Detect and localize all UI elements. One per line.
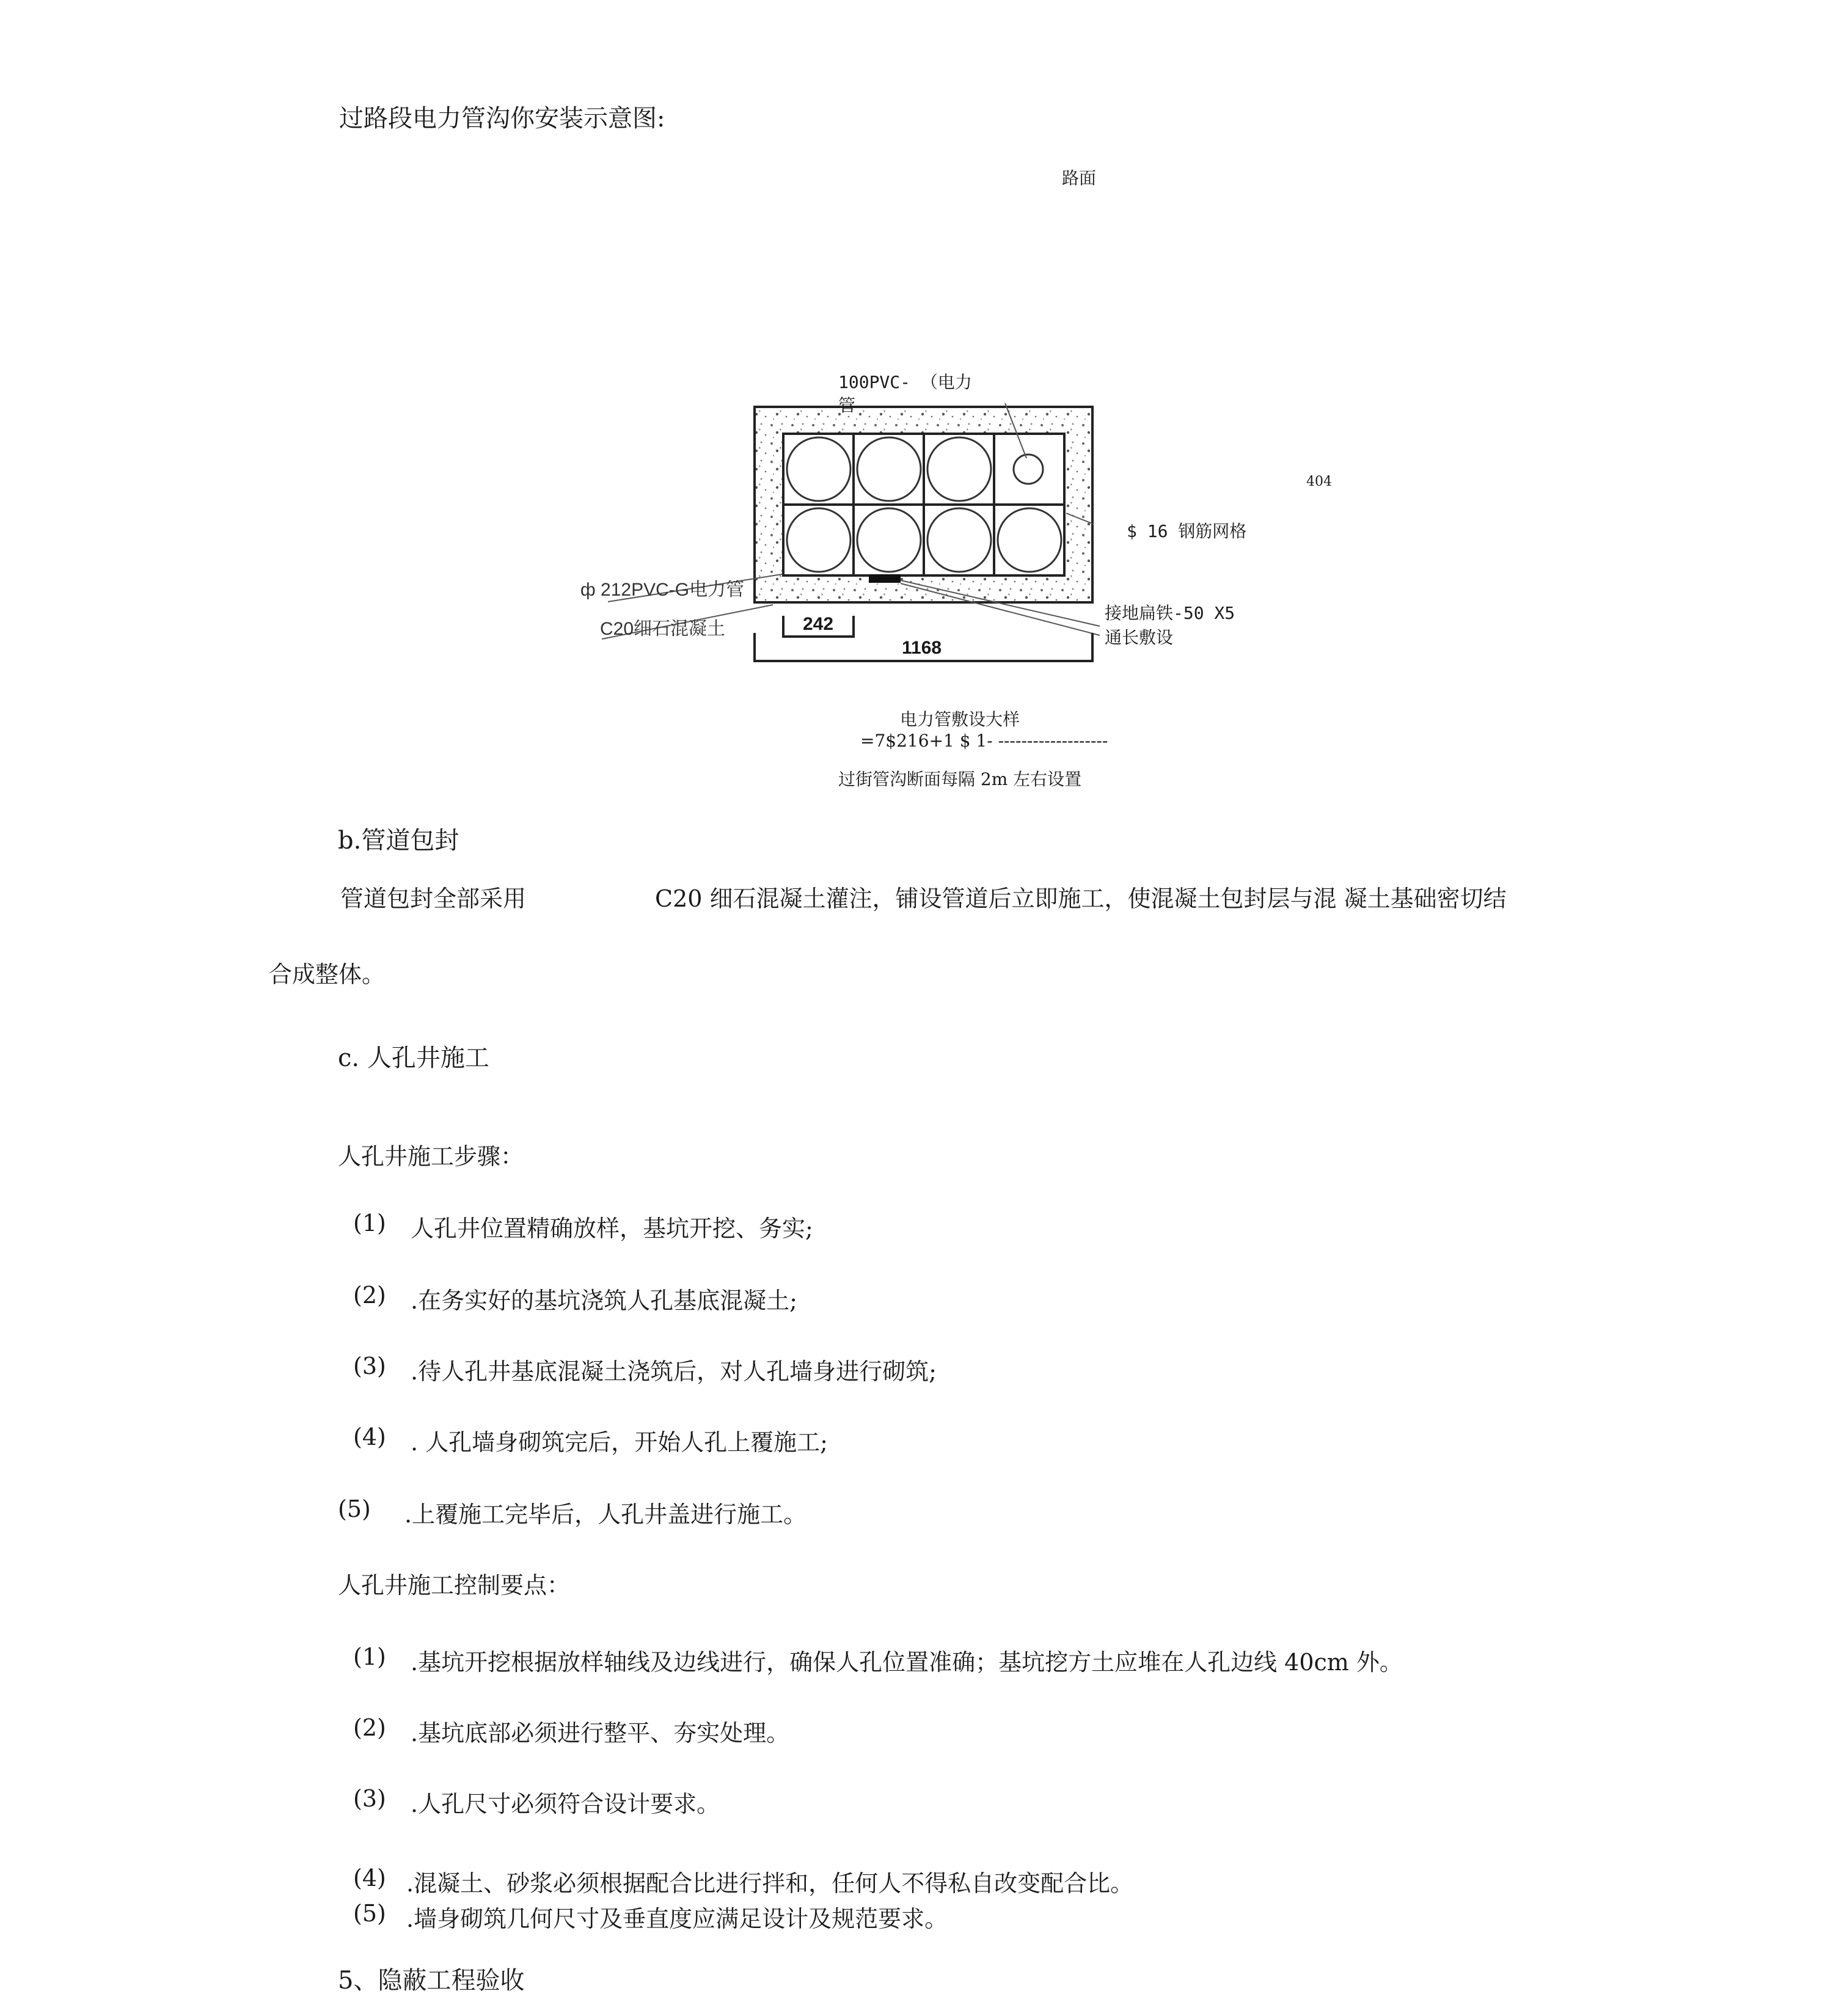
diagram-note: 过街管沟断面每隔 2m 左右设置	[838, 769, 1082, 789]
diagram-caption: 电力管敷设大样	[900, 709, 1020, 729]
step-number: (5)	[338, 1496, 371, 1522]
control-text: .混凝土、砂浆必须根据配合比进行拌和，任何人不得私自改变配合比。	[406, 1870, 1134, 1897]
control-title: 人孔井施工控制要点：	[338, 1572, 571, 1599]
section-b-title: b.管道包封	[338, 827, 459, 855]
step-text: .待人孔井基底混凝土浇筑后，对人孔墙身进行砌筑;	[411, 1358, 937, 1385]
pvc212-label: ф 212PVC-G电力管	[580, 580, 745, 600]
section-5-title: 5、隐蔽工程验收	[338, 1967, 525, 1995]
step-number: (3)	[353, 1353, 386, 1379]
pvc100-label: 100PVC- （电力	[838, 372, 972, 392]
c20-concrete-label: C20细石混凝土	[600, 619, 726, 639]
control-text: .基坑底部必须进行整平、夯实处理。	[411, 1720, 790, 1747]
section-b-para-end: 合成整体。	[269, 961, 386, 988]
step-text: . 人孔墙身砌筑完后，开始人孔上覆施工;	[411, 1429, 828, 1456]
page-heading: 过路段电力管沟你安装示意图:	[339, 104, 665, 133]
step-number: (2)	[353, 1282, 386, 1309]
grounding-flat-iron	[869, 574, 901, 583]
control-number: (3)	[353, 1785, 386, 1812]
control-number: (4)	[353, 1864, 386, 1891]
grounding-label-cont: 通长敷设	[1105, 627, 1174, 648]
dimension-404: 404	[1306, 474, 1332, 489]
rebar-mesh-label: $ 16 钢筋网格	[1127, 521, 1247, 541]
control-number: (2)	[353, 1714, 386, 1741]
steps-title: 人孔井施工步骤：	[338, 1143, 524, 1170]
dimension-1168: 1168	[902, 638, 942, 658]
control-text: .人孔尺寸必须符合设计要求。	[411, 1791, 720, 1817]
pvc100-label-cont: 管	[838, 395, 856, 415]
control-text: .基坑开挖根据放样轴线及边线进行，确保人孔位置准确；基坑挖方土应堆在人孔边线 40cm 外。	[411, 1649, 1403, 1676]
step-number: (4)	[353, 1423, 386, 1450]
diagram-formula: =7$216+1 $ 1- -------------------	[860, 731, 1108, 751]
grounding-label: 接地扁铁-50 X5	[1105, 603, 1235, 623]
section-c-title: c. 人孔井施工	[338, 1044, 489, 1072]
section-b-para-cont: C20 细石混凝土灌注，铺设管道后立即施工，使混凝土包封层与混 凝土基础密切结	[655, 885, 1507, 912]
conduit-section-diagram	[0, 0, 1825, 806]
step-number: (1)	[353, 1210, 386, 1236]
step-text: .上覆施工完毕后，人孔井盖进行施工。	[404, 1501, 807, 1528]
section-b-para-start: 管道包封全部采用	[340, 885, 527, 912]
control-number: (1)	[353, 1643, 386, 1670]
dimension-242: 242	[803, 614, 834, 634]
step-text: .在务实好的基坑浇筑人孔基底混凝土;	[411, 1287, 797, 1314]
control-text: .墙身砌筑几何尺寸及垂直度应满足设计及规范要求。	[406, 1905, 948, 1932]
step-text: 人孔井位置精确放样，基坑开挖、务实;	[411, 1215, 813, 1242]
road-surface-label: 路面	[1062, 168, 1097, 188]
control-number: (5)	[353, 1900, 386, 1927]
